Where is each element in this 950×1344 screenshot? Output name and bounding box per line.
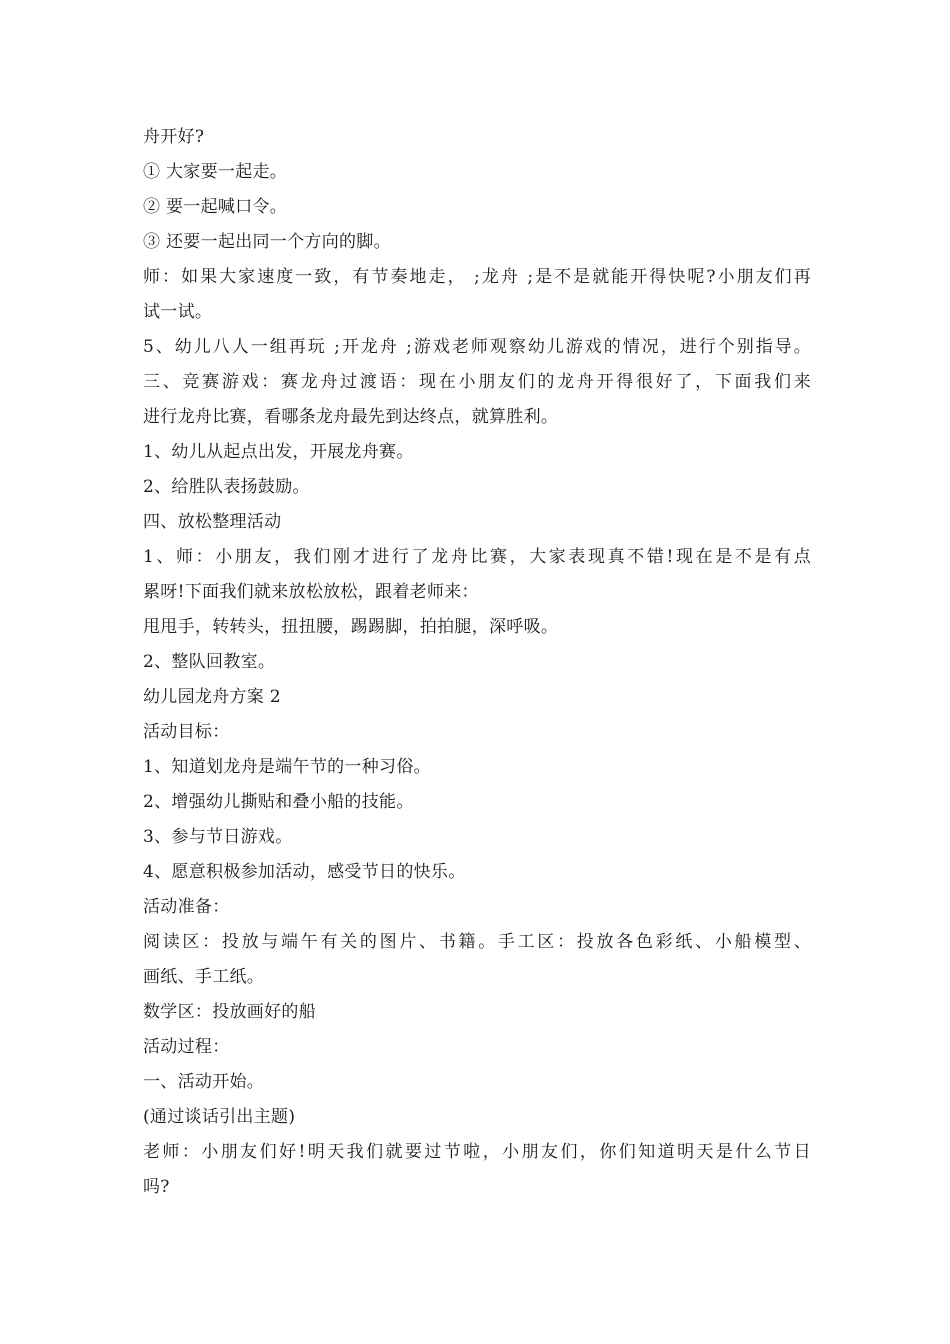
text-line: 活动目标： <box>143 722 230 742</box>
text-line: 一、活动开始。 <box>143 1072 265 1092</box>
text-line: 活动准备： <box>143 897 230 917</box>
text-line: 累呀!下面我们就来放松放松，跟着老师来： <box>143 582 479 602</box>
text-line: 3、参与节日游戏。 <box>143 827 293 847</box>
text-line: 2、增强幼儿撕贴和叠小船的技能。 <box>143 792 414 812</box>
document-page <box>143 120 811 1205</box>
text-line: 2、给胜队表扬鼓励。 <box>143 477 310 497</box>
text-line: ③ 还要一起出同一个方向的脚。 <box>143 232 391 252</box>
text-line: 舟开好? <box>143 127 205 147</box>
text-line: 1、幼儿从起点出发，开展龙舟赛。 <box>143 442 414 462</box>
text-line: 幼儿园龙舟方案 2 <box>143 687 281 707</box>
text-line: 1、知道划龙舟是端午节的一种习俗。 <box>143 757 431 777</box>
text-line: 4、愿意积极参加活动，感受节日的快乐。 <box>143 862 466 882</box>
text-line: 2、整队回教室。 <box>143 652 276 672</box>
text-line: 试一试。 <box>143 302 213 322</box>
text-line: 三、竞赛游戏：赛龙舟过渡语：现在小朋友们的龙舟开得很好了，下面我们来 <box>143 372 811 392</box>
text-line: 5、幼儿八人一组再玩 ;开龙舟 ;游戏老师观察幼儿游戏的情况，进行个别指导。 <box>143 337 811 357</box>
text-line: 1、师：小朋友，我们刚才进行了龙舟比赛，大家表现真不错!现在是不是有点 <box>143 547 811 567</box>
text-line: (通过谈话引出主题) <box>143 1107 296 1127</box>
text-line: 四、放松整理活动 <box>143 512 282 532</box>
text-line: 阅读区：投放与端午有关的图片、书籍。手工区：投放各色彩纸、小船模型、 <box>143 932 811 952</box>
text-line: ② 要一起喊口令。 <box>143 197 288 217</box>
text-line: 甩甩手，转转头，扭扭腰，踢踢脚，拍拍腿，深呼吸。 <box>143 617 559 637</box>
text-line: 师：如果大家速度一致，有节奏地走， ;龙舟 ;是不是就能开得快呢?小朋友们再 <box>143 267 811 287</box>
text-line: 吗? <box>143 1177 170 1197</box>
text-line: 活动过程： <box>143 1037 230 1057</box>
text-line: 老师：小朋友们好!明天我们就要过节啦，小朋友们，你们知道明天是什么节日 <box>143 1142 811 1162</box>
text-line: 画纸、手工纸。 <box>143 967 265 987</box>
text-line: 数学区：投放画好的船 <box>143 1002 316 1022</box>
text-line: 进行龙舟比赛，看哪条龙舟最先到达终点，就算胜利。 <box>143 407 559 427</box>
text-line: ① 大家要一起走。 <box>143 162 288 182</box>
